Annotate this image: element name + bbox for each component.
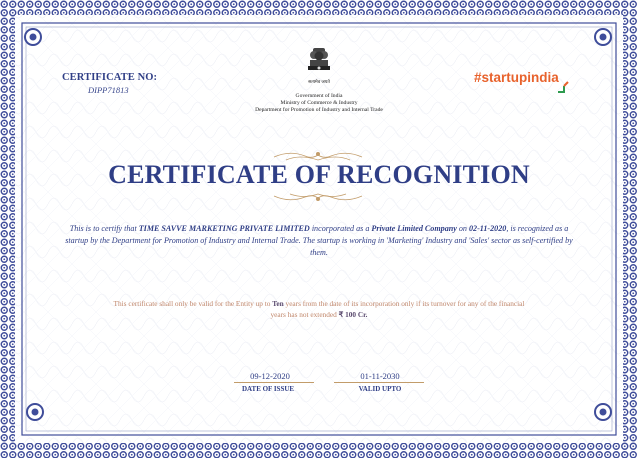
corner-medallion-top-right bbox=[595, 29, 611, 45]
certificate-number-label: CERTIFICATE NO: bbox=[62, 72, 158, 83]
startupindia-logo: #startupindia bbox=[474, 70, 559, 85]
body-mid1: incorporated as a bbox=[311, 224, 370, 233]
issuer-department: Department for Promotion of Industry and Internal Trade bbox=[255, 107, 383, 113]
corner-medallion-bottom-left bbox=[27, 404, 43, 420]
date-of-issue-label: DATE OF ISSUE bbox=[241, 385, 295, 393]
issuer-government: Government of India bbox=[295, 93, 343, 99]
company-name: TIME SAVVE MARKETING PRIVATE LIMITED bbox=[138, 224, 310, 233]
body-intro: This is to certify that bbox=[69, 224, 137, 233]
validity-part2: years from the date of its incorporation only if its turnover for any of the financial years has not extended bbox=[270, 299, 525, 319]
startupindia-arrow-icon bbox=[558, 82, 568, 92]
issuer-ministry: Ministry of Commerce & Industry bbox=[280, 100, 358, 106]
valid-upto-rule bbox=[334, 382, 424, 383]
corner-medallion-top-left bbox=[25, 29, 41, 45]
certificate-title: CERTIFICATE OF RECOGNITION bbox=[108, 160, 530, 189]
rupee-symbol: ₹ bbox=[338, 309, 344, 319]
turnover-limit: 100 Cr. bbox=[345, 309, 368, 319]
certificate-body bbox=[58, 223, 580, 259]
flourish-top bbox=[274, 152, 362, 160]
emblem-motto: सत्यमेव जयते bbox=[308, 79, 330, 84]
validity-part1: This certificate shall only be valid for the Entity up to bbox=[113, 299, 271, 308]
certificate-number: DIPP71813 bbox=[88, 85, 129, 95]
date-of-issue-value: 09-12-2020 bbox=[250, 371, 290, 381]
date-of-issue-rule bbox=[234, 382, 314, 383]
corner-medallion-bottom-right bbox=[595, 404, 611, 420]
valid-upto-value: 01-11-2030 bbox=[360, 371, 400, 381]
state-emblem-icon bbox=[308, 48, 330, 70]
flourish-bottom bbox=[274, 194, 362, 201]
body-mid2: on bbox=[458, 224, 467, 233]
entity-type: Private Limited Company bbox=[371, 224, 457, 233]
valid-upto-label: VALID UPTO bbox=[358, 385, 402, 393]
body-rest: , is recognized as a startup by the Department for Promotion of Industry and Internal Trade. The startup is working in 'Marketing' Industry and 'Sales' sector as self-certified by them. bbox=[65, 224, 573, 257]
validity-years: Ten bbox=[272, 299, 284, 308]
validity-note bbox=[108, 299, 530, 320]
incorporation-date: 02-11-2020 bbox=[469, 224, 507, 233]
